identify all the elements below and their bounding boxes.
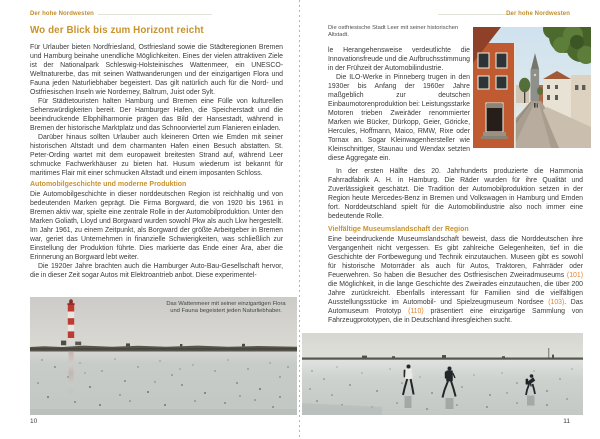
page-number-right: 11 xyxy=(563,418,570,425)
paragraph: Die 1920er Jahre brachten auch die Hamburger Auto-Bau-Gesellschaft hervor, die in dieser Zeit sogar Autos mit Elektroantrieb anbot. Diese experimentel- xyxy=(30,263,283,279)
paragraph: Für Urlauber bieten Nordfriesland, Ostfriesland sowie die Städteregionen Bremen und Hamburg beinahe unendliche Möglichkeiten. Eines der vielen attraktiven Ziele ist der Nationalpark Schleswig-Holsteinisches Wattenmeer, ein UNESCO-Weltnaturerbe, das mit seinen Wattwanderungen und der einzigartigen Flora und Fauna jeden Naturliebhaber begeistert. Das gilt natürlich auch für die Nord- und Ostfriesischen Inseln wie Norderney, Baltrum, Juist oder Sylt. xyxy=(30,44,283,96)
left-page-text-column xyxy=(30,43,283,280)
paragraph: Darüber hinaus sollten Urlauber auch kleineren Orten wie Emden mit seiner historischen Altstadt und dem charmanten Hafen einen Besuch abstatten. St. Peter-Ording wartet mit dem europaweit breitesten Strand auf, während Leer schmucke Fachwerkhäuser zu bieten hat. Husum wiederum ist bekannt für maritimes Flair mit einer schmucken Altstadt und einem imposanten Schloss. xyxy=(30,134,283,177)
mudflat-photo-art xyxy=(302,333,583,415)
right-page-text-column xyxy=(328,46,583,325)
section-subheading-museums: Vielfältige Museumslandschaft der Region xyxy=(328,226,469,233)
museum-paragraph xyxy=(328,235,583,325)
wattenmeer-photo-caption: Das Wattenmeer mit seiner einzigartigen Flora und Fauna begeistert jeden Naturliebhaber. xyxy=(166,301,286,314)
page-title: Wo der Blick bis zum Horizont reicht xyxy=(30,25,204,36)
museum-ref-101: (101) xyxy=(566,272,583,279)
running-head-rule-left xyxy=(98,14,212,15)
museum-text: präsentiert eine einzigartige Sammlung von Fahrzeugprototypen, die in Deutschland ihresgleichen sucht. xyxy=(328,308,583,324)
paragraph: Für Städtetouristen halten Hamburg und Bremen eine Fülle von kulturellen Sehenswürdigkeiten bereit. Der Hamburger Hafen, die Speicherstadt und die beeindruckende Elbphilharmonie prägen das Bild der Hansestadt, während in Bremen der historische Marktplatz und das Schnoorviertel zum Flanieren einladen. xyxy=(30,98,283,132)
page-number-left: 10 xyxy=(30,418,38,425)
running-head-right: Der hohe Nordwesten xyxy=(506,11,570,17)
museum-ref-110: (110) xyxy=(408,308,424,315)
paragraph: le Herangehensweise verdeutlichte die Innovationsfreude und die Aufbruchsstimmung in der Frühzeit der Automobilindustrie. xyxy=(328,47,470,72)
leer-photo-caption: Die ostfriesische Stadt Leer mit seiner historischen Altstadt. xyxy=(328,25,459,38)
wattenmeer-lighthouse-photo xyxy=(30,297,297,415)
museum-text: . Das Automuseum Prototyp xyxy=(328,299,583,315)
paragraph: In der ersten Hälfte des 20. Jahrhunderts produzierte die Hammonia Fahrradfabrik A. H. in Hamburg. Die Räder wurden für ihre Qualität und Zuverlässigkeit geschätzt. Die Tradition der Automobilproduktion setzen in der Region heute Mercedes-Benz in Bremen und Volkswagen in Hamburg und Emden fort. Norddeutschland spielt für die Automobilindustrie also noch immer eine bedeutende Rolle. xyxy=(328,168,583,220)
museum-text: Eine beeindruckende Museumslandschaft beweist, dass die Norddeutschen ihre Vergangenheit nicht vergessen. Es gibt zahlreiche Gelegenheiten, tief in die Geschichte der Fortbewegung und Technik einzutauchen. Museen gibt es sowohl für historische Motorräder als auch für Autos, Traktoren, Fahrräder oder Feuerwehren. So haben die Besucher des Ostfriesischen Zweiradmuseums xyxy=(328,236,583,279)
page-gutter-divider xyxy=(299,0,300,439)
museum-ref-103: (103) xyxy=(548,299,565,306)
paragraph: Die ILO-Werke in Pinneberg trugen in den 1930er bis Anfang der 1960er Jahre maßgeblich zur deutschen Einbaumotorenproduktion bei: Leistungsstarke Motoren trieben Zweiräder renommierter Marken wie Bücker, Dürkopp, Geier, Göricke, Hercules, Hoffmann, Maico, RMW, Rixe oder Tornax an. Sogar Kleinwagenhersteller wie Kleinschnittger, Staunau und Wendax setzten diese Aggregate ein. xyxy=(328,74,470,162)
museum-text: die Möglichkeit, in die lange Geschichte des Zweirades einzutauchen, die über 200 Jahre zurückreicht. Ebenfalls interessant für Familien sind die vielfältigen Ausstellungsstücke im Automobil- und Spielzeugmuseum Nordsee xyxy=(328,281,583,306)
section-subheading-automobile: Automobilgeschichte und moderne Produktion xyxy=(30,181,187,188)
paragraph: Die Automobilgeschichte in dieser norddeutschen Region ist reichhaltig und von bedeutenden Marken geprägt. Die Firma Borgward, die von 1920 bis 1961 in Bremen aktiv war, spielte eine zentrale Rolle in der Automobilproduktion. Unter den Marken Goliath, Lloyd und Borgward wurden sowohl Pkw als auch Lkw hergestellt. Im Jahr 1961, zu einem Zeitpunkt, als Borgward der größte Arbeitgeber in Bremen war, geriet das Unternehmen in finanzielle Schwierigkeiten, was schließlich zur Einstellung der Produktion führte. Dies markierte das Ende einer Ära, aber die Erinnerung an Borgward lebt weiter. xyxy=(30,191,283,261)
mudflat-walkers-photo xyxy=(302,333,583,415)
running-head-left: Der hohe Nordwesten xyxy=(30,11,94,17)
photo-text-wrap-spacer xyxy=(470,46,583,148)
